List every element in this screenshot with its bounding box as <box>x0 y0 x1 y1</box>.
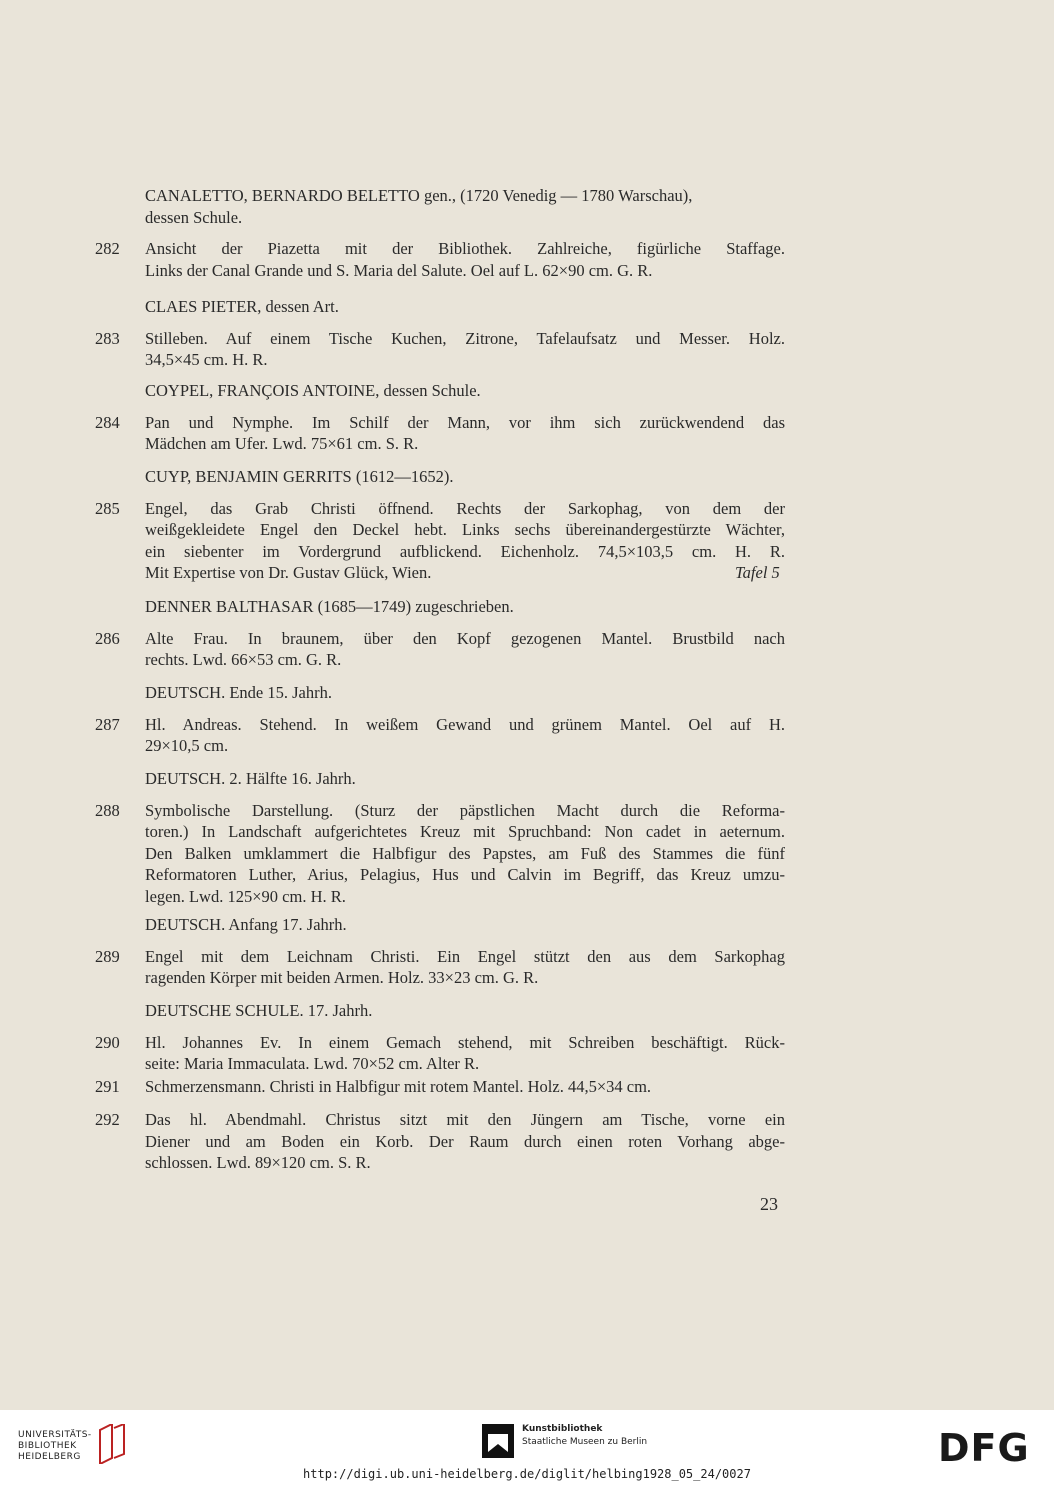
lot-number: 291 <box>95 1077 120 1096</box>
lot-description-line: Links der Canal Grande und S. Maria del Salute. Oel auf L. 62×90 cm. G. R. <box>145 260 653 280</box>
lot-number: 282 <box>95 239 120 258</box>
artist-heading: DEUTSCH. Anfang 17. Jahrh. <box>145 915 347 934</box>
lot-description-line: Diener und am Boden ein Korb. Der Raum durch einen roten Vorhang abge- <box>145 1131 785 1151</box>
lot-description-line: Pan und Nymphe. Im Schilf der Mann, vor ihm sich zurückwendend das <box>145 412 785 432</box>
lot-number: 285 <box>95 498 120 518</box>
lot-description-line: Reformatoren Luther, Arius, Pelagius, Hus und Calvin im Begriff, das Kreuz umzu- <box>145 865 785 884</box>
lot-description-line: Mädchen am Ufer. Lwd. 75×61 cm. S. R. <box>145 434 419 453</box>
lot-description-line: Schmerzensmann. Christi in Halbfigur mit rotem Mantel. Holz. 44,5×34 cm. <box>145 1077 652 1096</box>
footer-bar <box>0 1410 1054 1486</box>
lot-description-line: ein siebenter im Vordergrund aufblickend. Eichenholz. 74,5×103,5 cm. H. R. <box>145 541 785 561</box>
artist-heading: DENNER BALTHASAR (1685—1749) zugeschrieben. <box>145 597 514 616</box>
lot-description-line: weißgekleidete Engel den Deckel hebt. Links sechs übereinandergestürzte Wächter, <box>145 520 785 539</box>
lot-number: 288 <box>95 800 120 820</box>
lot-description-line: toren.) In Landschaft aufgerichtetes Kreuz mit Spruchband: Non cadet in aeternum. <box>145 822 785 841</box>
lot-description-line: legen. Lwd. 125×90 cm. H. R. <box>145 886 346 906</box>
lot-number: 290 <box>95 1032 120 1052</box>
lot-number: 284 <box>95 412 120 432</box>
lot-description-line: Das hl. Abendmahl. Christus sitzt mit den Jüngern am Tische, vorne ein <box>145 1110 785 1129</box>
artist-heading: dessen Schule. <box>145 207 243 227</box>
lot-description-line: 29×10,5 cm. <box>145 736 229 755</box>
artist-heading: DEUTSCH. 2. Hälfte 16. Jahrh. <box>145 769 356 788</box>
ub-heidelberg-label[interactable]: UNIVERSITÄTS- BIBLIOTHEK HEIDELBERG <box>18 1430 92 1462</box>
artist-heading: DEUTSCHE SCHULE. 17. Jahrh. <box>145 1001 373 1020</box>
lot-description-line: Den Balken umklammert die Halbfigur des Papstes, am Fuß des Stammes die fünf <box>145 843 785 863</box>
plate-reference: Tafel 5 <box>735 563 780 582</box>
lot-number: 283 <box>95 328 120 348</box>
dfg-logo[interactable]: DFG <box>938 1426 1030 1470</box>
lot-description-line: Stilleben. Auf einem Tische Kuchen, Zitrone, Tafelaufsatz und Messer. Holz. <box>145 328 785 348</box>
ub-heidelberg-logo-icon[interactable] <box>96 1424 128 1464</box>
lot-description-line: Engel, das Grab Christi öffnend. Rechts der Sarkophag, von dem der <box>145 498 785 518</box>
lot-description-line: Symbolische Darstellung. (Sturz der päpstlichen Macht durch die Reforma- <box>145 800 785 820</box>
permalink-url[interactable]: http://digi.ub.uni-heidelberg.de/diglit/helbing1928_05_24/0027 <box>303 1467 751 1481</box>
artist-heading: CLAES PIETER, dessen Art. <box>145 297 339 316</box>
lot-number: 292 <box>95 1110 120 1129</box>
lot-description-line: ragenden Körper mit beiden Armen. Holz. 33×23 cm. G. R. <box>145 968 539 987</box>
lot-description-line: Mit Expertise von Dr. Gustav Glück, Wien. <box>145 563 432 582</box>
lot-description-line: rechts. Lwd. 66×53 cm. G. R. <box>145 650 342 669</box>
lot-description-line: Engel mit dem Leichnam Christi. Ein Engel stützt den aus dem Sarkophag <box>145 946 785 966</box>
lot-description-line: Alte Frau. In braunem, über den Kopf gezogenen Mantel. Brustbild nach <box>145 628 785 648</box>
lot-description-line: Ansicht der Piazetta mit der Bibliothek. Zahlreiche, figürliche Staffage. <box>145 239 785 258</box>
kunstbibliothek-label[interactable]: Kunstbibliothek Staatliche Museen zu Berlin <box>522 1424 648 1447</box>
kunstbibliothek-logo-icon[interactable] <box>482 1424 514 1458</box>
lot-description-line: 34,5×45 cm. H. R. <box>145 350 268 369</box>
lot-description-line: Hl. Andreas. Stehend. In weißem Gewand und grünem Mantel. Oel auf H. <box>145 714 785 734</box>
artist-heading: CANALETTO, BERNARDO BELETTO gen., (1720 Venedig — 1780 Warschau), <box>145 186 693 205</box>
lot-number: 287 <box>95 714 120 734</box>
artist-heading: DEUTSCH. Ende 15. Jahrh. <box>145 683 332 702</box>
lot-number: 289 <box>95 946 120 966</box>
artist-heading: COYPEL, FRANÇOIS ANTOINE, dessen Schule. <box>145 381 481 400</box>
lot-description-line: seite: Maria Immaculata. Lwd. 70×52 cm. Alter R. <box>145 1054 480 1073</box>
page-number: 23 <box>760 1194 778 1214</box>
lot-number: 286 <box>95 628 120 648</box>
lot-description-line: Hl. Johannes Ev. In einem Gemach stehend, mit Schreiben beschäftigt. Rück- <box>145 1032 785 1052</box>
artist-heading: CUYP, BENJAMIN GERRITS (1612—1652). <box>145 467 454 486</box>
lot-description-line: schlossen. Lwd. 89×120 cm. S. R. <box>145 1153 371 1172</box>
